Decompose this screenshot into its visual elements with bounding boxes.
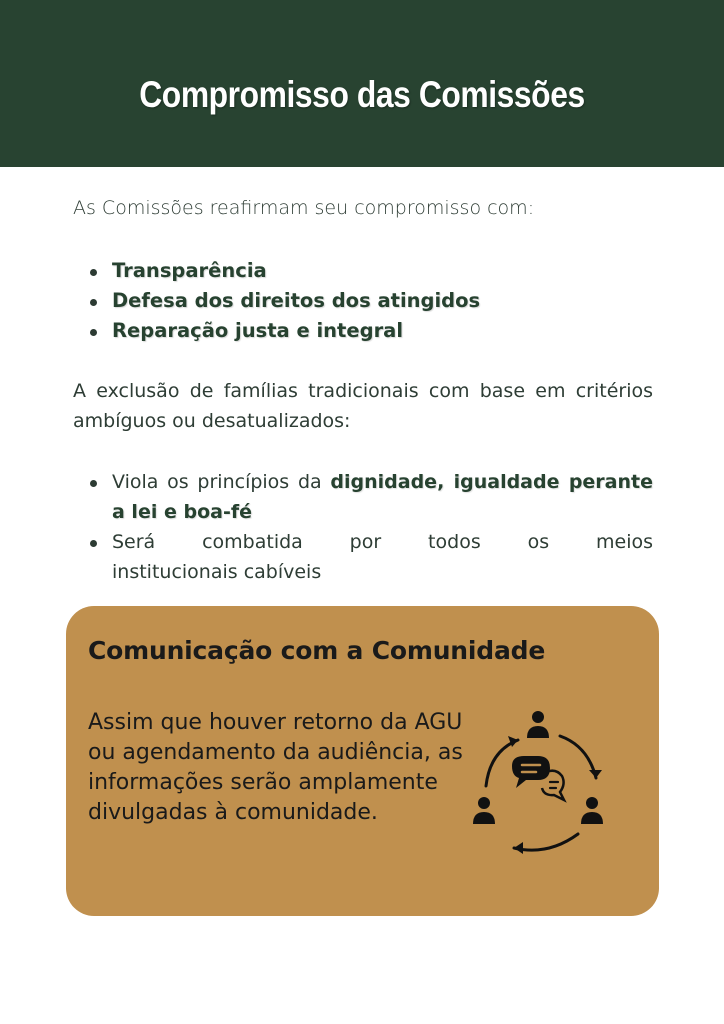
card-body: Assim que houver retorno da AGU ou agendamento da audiência, as informações serão amplamente divulgadas à comunidade.	[88, 710, 463, 825]
communication-card	[66, 606, 659, 916]
list-item: Defesa dos direitos dos atingidos	[90, 286, 480, 316]
list-item	[90, 527, 653, 587]
page-title: Compromisso das Comissões	[139, 73, 585, 115]
facts-list	[90, 467, 653, 587]
fact-line: Será combatida por todos os meios	[112, 531, 653, 553]
header-banner	[0, 0, 724, 167]
list-item	[90, 467, 653, 527]
card-title: Comunicação com a Comunidade	[88, 636, 546, 665]
intro-text: As Comissões reafirmam seu compromisso com:	[73, 197, 535, 219]
community-communication-icon	[468, 706, 608, 866]
fact-line: institucionais cabíveis	[112, 561, 322, 583]
list-item: Reparação justa e integral	[90, 316, 480, 346]
commitments-list	[90, 256, 480, 346]
list-item: Transparência	[90, 256, 480, 286]
fact-emphasis: dignidade, igualdade perante a lei e boa-fé	[112, 471, 653, 523]
fact-prefix: Viola os princípios da	[112, 471, 331, 493]
exclusion-paragraph: A exclusão de famílias tradicionais com base em critérios ambíguos ou desatualizados:	[73, 380, 653, 432]
